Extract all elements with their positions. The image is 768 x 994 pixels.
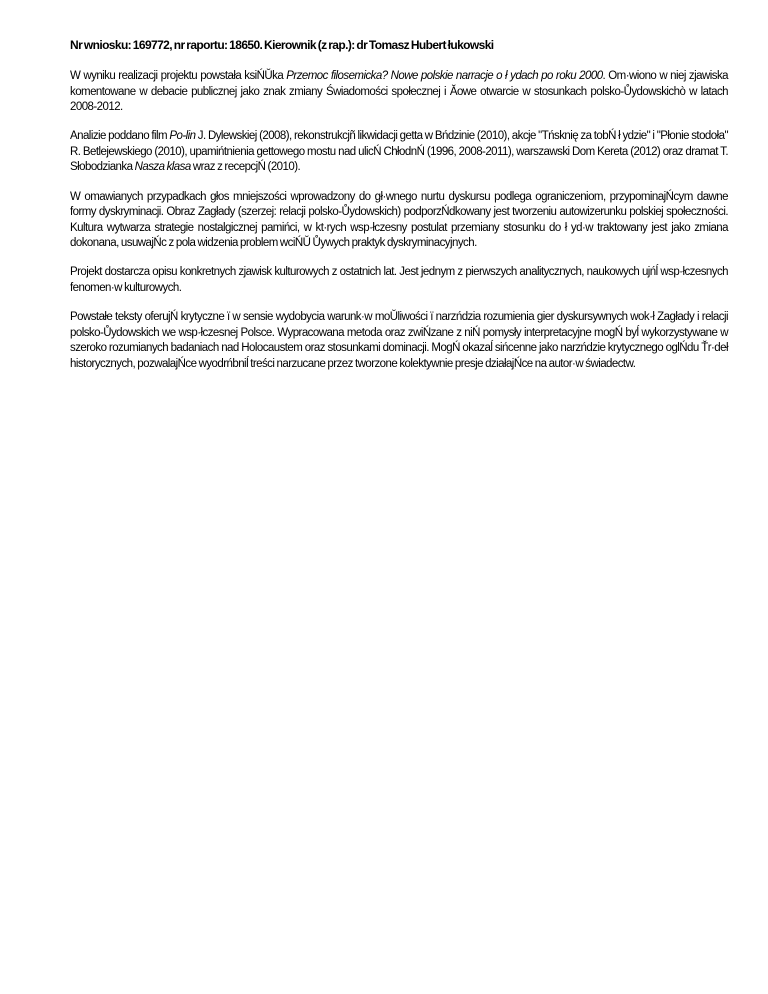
text-run: J. Dylewskiej (2008), rekonstrukcjñ likwidacji getta w Bńdzinie (2010), akcje "Tńsknię za tobŃ ł ydzie" i "Płonie stodoła" R. Betlejewskiego (2010), upamińtnienia gettowego mostu nad ulicŃ ChłodnŃ (1996, 2008-2011), warszawski Dom Kereta (2012) oraz dramat T. Słobodzianka: [70, 130, 728, 174]
text-run: W omawianych przypadkach głos mniejszości wprowadzony do gł·wnego nurtu dyskursu podlega ograniczeniom, przypominajŃcym dawne formy dyskryminacji. Obraz Zagłady (szerzej: relacji polsko-Ůydowskich) podporzŃdkowany jest tworzeniu autowizerunku polskiej społeczności. Kultura wytwarza strategie nostalgicznej pamińci, w kt·rych wsp·łczesny postulat przemiany stosunku do ł yd·w traktowany jest jako zmiana dokonana, usuwajŃc z pola widzenia problem wciŃŬ Ůywych praktyk dyskryminacyjnych.: [70, 190, 728, 250]
paragraph-1: [70, 69, 728, 116]
text-run: Projekt dostarcza opisu konkretnych zjawisk kulturowych z ostatnich lat. Jest jednym z pierwszych analitycznych, naukowych ujńĺ wsp·łczesnych fenomen·w kulturowych.: [70, 266, 728, 295]
text-run: Powstałe teksty oferujŃ krytyczne ï w sensie wydobycia warunk·w moŬliwości ï narzńdzia rozumienia gier dyskursywnych wok·ł Zagłady i relacji polsko-Ůydowskich we wsp·łczesnej Polsce. Wypracowana metoda oraz zwiŃzane z niŃ pomysły interpretacyjne mogŃ byĺ wykorzystywane w szeroko rozumianych badaniach nad Holocaustem oraz stosunkami dominacji. MogŃ okazaĺ sińcenne jako narzńdzie krytycznego oglŃdu Ťr·deł historycznych, pozwalajŃce wyodrńbniĺ treści narzucane przez tworzone kolektywnie presje działajŃce na autor·w świadectw.: [70, 311, 728, 370]
text-run: . Om·wiono w niej zjawiska komentowane w debacie publicznej jako znak zmiany Świadomości społecznej i Ăowe otwarcie w stosunkach polsko-Ůydowskichò w latach 2008-2012.: [70, 70, 728, 114]
italic-title: Nasza klasa: [134, 161, 191, 174]
italic-title: Przemoc filosemicka? Nowe polskie narracje o ł ydach po roku 2000: [286, 70, 603, 82]
text-run: W wyniku realizacji projektu powstała ksiŃŬka: [70, 70, 287, 82]
text-run: wraz z recepcjŃ (2010).: [190, 161, 301, 174]
paragraph-4: [70, 265, 728, 296]
report-title: Nr wniosku: 169772, nr raportu: 18650. Kierownik (z rap.): dr Tomasz Hubert łukowski: [70, 38, 494, 52]
text-run: Analizie poddano film: [70, 130, 170, 143]
paragraph-5: [70, 310, 728, 372]
paragraph-3: [70, 190, 728, 252]
document-body: [70, 69, 728, 373]
paragraph-2: [70, 129, 728, 176]
italic-title: Po-lin: [169, 130, 196, 143]
document-page: [70, 38, 728, 386]
